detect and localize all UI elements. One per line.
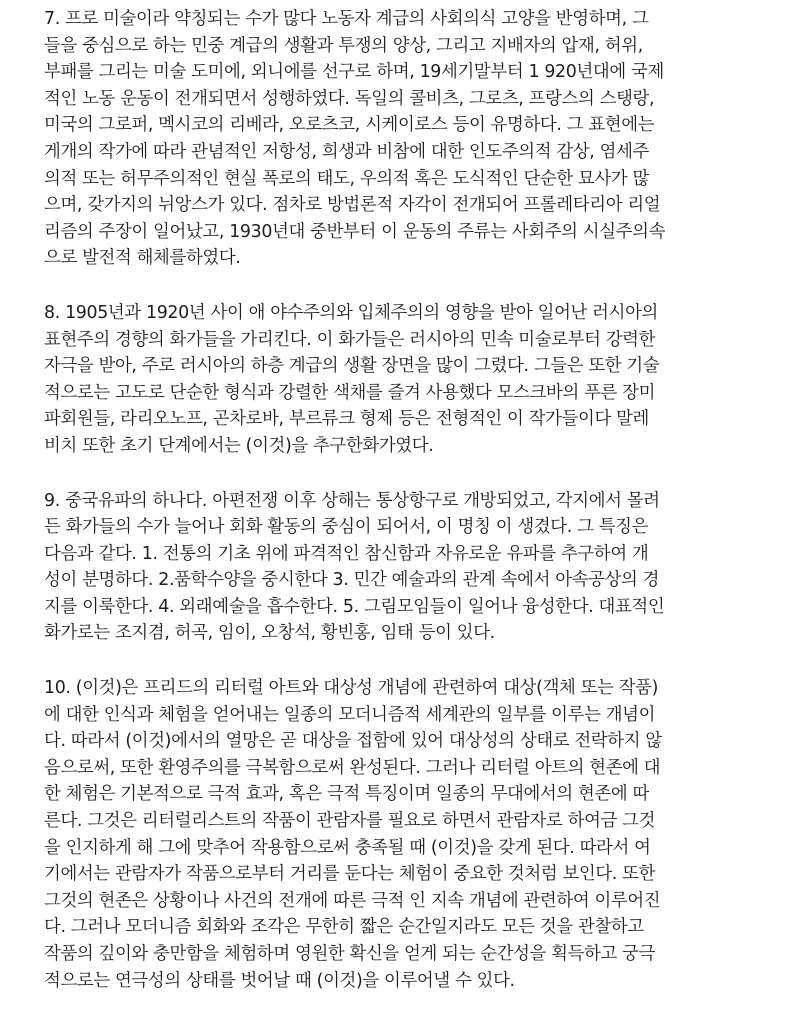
- text-line: 으며, 갖가지의 뉘앙스가 있다. 점차로 방법론적 자각이 전개되어 프롤레타리아 리얼: [44, 195, 661, 216]
- text-line: 들을 중심으로 하는 민중 계급의 생활과 투쟁의 양상, 그리고 지배자의 압재, 허위,: [44, 35, 643, 56]
- text-line: 든 화가들의 수가 늘어나 회화 활동의 중심이 되어서, 이 명칭 이 생겼다. 그 특징은: [44, 517, 649, 538]
- text-line: 미국의 그로퍼, 멕시코의 리베라, 오로츠코, 시케이로스 등이 유명하다. 그 표현에는: [44, 115, 655, 136]
- text-line: 비치 또한 초기 단계에서는 (이것)을 추구한화가였다.: [44, 435, 434, 456]
- text-line: 다음과 같다. 1. 전통의 기초 위에 파격적인 참신함과 자유로운 유파를 추구하여 개: [44, 543, 649, 564]
- text-line: 기에서는 관람자가 작품으로부터 거리를 둔다는 체험이 중요한 것처럼 보인다. 또한: [44, 864, 656, 885]
- text-line: 작품의 깊이와 충만함을 체험하며 영원한 확신을 얻게 되는 순간성을 획득하고 궁극: [44, 944, 656, 964]
- text-line: 성이 분명하다. 2.품학수양을 중시한다 3. 민간 예술과의 관계 속에서 아속공상의 경: [44, 570, 660, 591]
- item-7: [44, 6, 766, 272]
- text-line: 그것의 현존은 상황이나 사건의 전개에 따른 극적 인 지속 개념에 관련하여 이루어진: [44, 890, 661, 911]
- text-line: 화가로는 조지겸, 허곡, 임이, 오창석, 황빈홍, 임태 등이 있다.: [44, 623, 495, 644]
- text-line: 리즘의 주장이 일어났고, 1930년대 중반부터 이 운동의 주류는 사회주의 시실주의속: [44, 221, 666, 242]
- text-line: 적으로는 고도로 단순한 형식과 강렬한 색채를 즐겨 사용했다 모스크바의 푸른 장미: [44, 382, 656, 403]
- text-line: 부패를 그리는 미술 도미에, 외니에를 선구로 하며, 19세기말부터 1 920년대에 국제: [44, 62, 664, 83]
- text-line: 10. (이것)은 프리드의 리터럴 아트와 대상성 개념에 관련하여 대상(객체 또는 작품): [44, 678, 659, 699]
- text-line: 른다. 그것은 리터럴리스트의 작품이 관람자를 필요로 하면서 관람자로 하여금 그것: [44, 811, 656, 832]
- text-line: 게개의 작가에 따라 관념적인 저항성, 희생과 비참에 대한 인도주의적 감상, 염세주: [44, 141, 649, 162]
- text-line: 다. 그러나 모더니즘 회화와 조각은 무한히 짧은 순간일지라도 모든 것을 관찰하고: [44, 917, 644, 938]
- text-line: 음으로써, 또한 환영주의를 극복함으로써 완성된다. 그러나 리터럴 아트의 현존에 대: [44, 757, 661, 778]
- text-line: 9. 중국유파의 하나다. 아편전쟁 이후 상해는 통상항구로 개방되었고, 각지에서 몰려: [44, 490, 660, 511]
- text-line: 지를 이룩한다. 4. 외래예술을 흡수한다. 5. 그림모임들이 일어나 융성한다. 대표적인: [44, 596, 665, 617]
- text-line: 표현주의 경향의 화가들을 가리킨다. 이 화가들은 러시아의 민속 미술로부터 강력한: [44, 329, 656, 350]
- text-line: 자극을 받아, 주로 러시아의 하층 계급의 생활 장면을 많이 그렸다. 그들은 또한 기술: [44, 356, 660, 377]
- text-line: 적인 노동 운동이 전개되면서 성행하였다. 독일의 콜비츠, 그로츠, 프랑스의 스탱랑,: [44, 88, 655, 109]
- text-line: 의적 또는 허무주의적인 현실 폭로의 태도, 우의적 혹은 도식적인 단순한 묘사가 많: [44, 168, 649, 189]
- text-line: 으로 발전적 해체를하였다.: [44, 248, 241, 269]
- text-line: 7. 프로 미술이라 약칭되는 수가 많다 노동자 계급의 사회의식 고양을 반영하며, 그: [44, 9, 649, 29]
- text-line: 을 인지하게 해 그에 맞추어 작용함으로써 충족될 때 (이것)을 갖게 된다. 따라서 여: [44, 837, 651, 858]
- text-line: 적으로는 연극성의 상태를 벗어날 때 (이것)을 이루어낼 수 있다.: [44, 970, 515, 991]
- text-line: 에 대한 인식과 체험을 얻어내는 일종의 모더니즘적 세계관의 일부를 이루는 개념이: [44, 704, 656, 725]
- text-line: 파회원들, 라리오노프, 곤차로바, 부르류크 형제 등은 전형적인 이 작가들이다 말레: [44, 409, 649, 430]
- text-line: 한 체험은 기본적으로 극적 효과, 혹은 극적 특징이며 일종의 무대에서의 현존에 따: [44, 784, 649, 805]
- text-line: 다. 따라서 (이것)에서의 열망은 곧 대상을 접함에 있어 대상성의 상태로 전락하지 않: [44, 731, 662, 752]
- text-line: 8. 1905년과 1920년 사이 애 야수주의와 입체주의의 영향을 받아 일어난 러시아의: [44, 302, 658, 323]
- item-10: [44, 675, 766, 994]
- item-9: [44, 488, 766, 648]
- item-8: [44, 300, 766, 460]
